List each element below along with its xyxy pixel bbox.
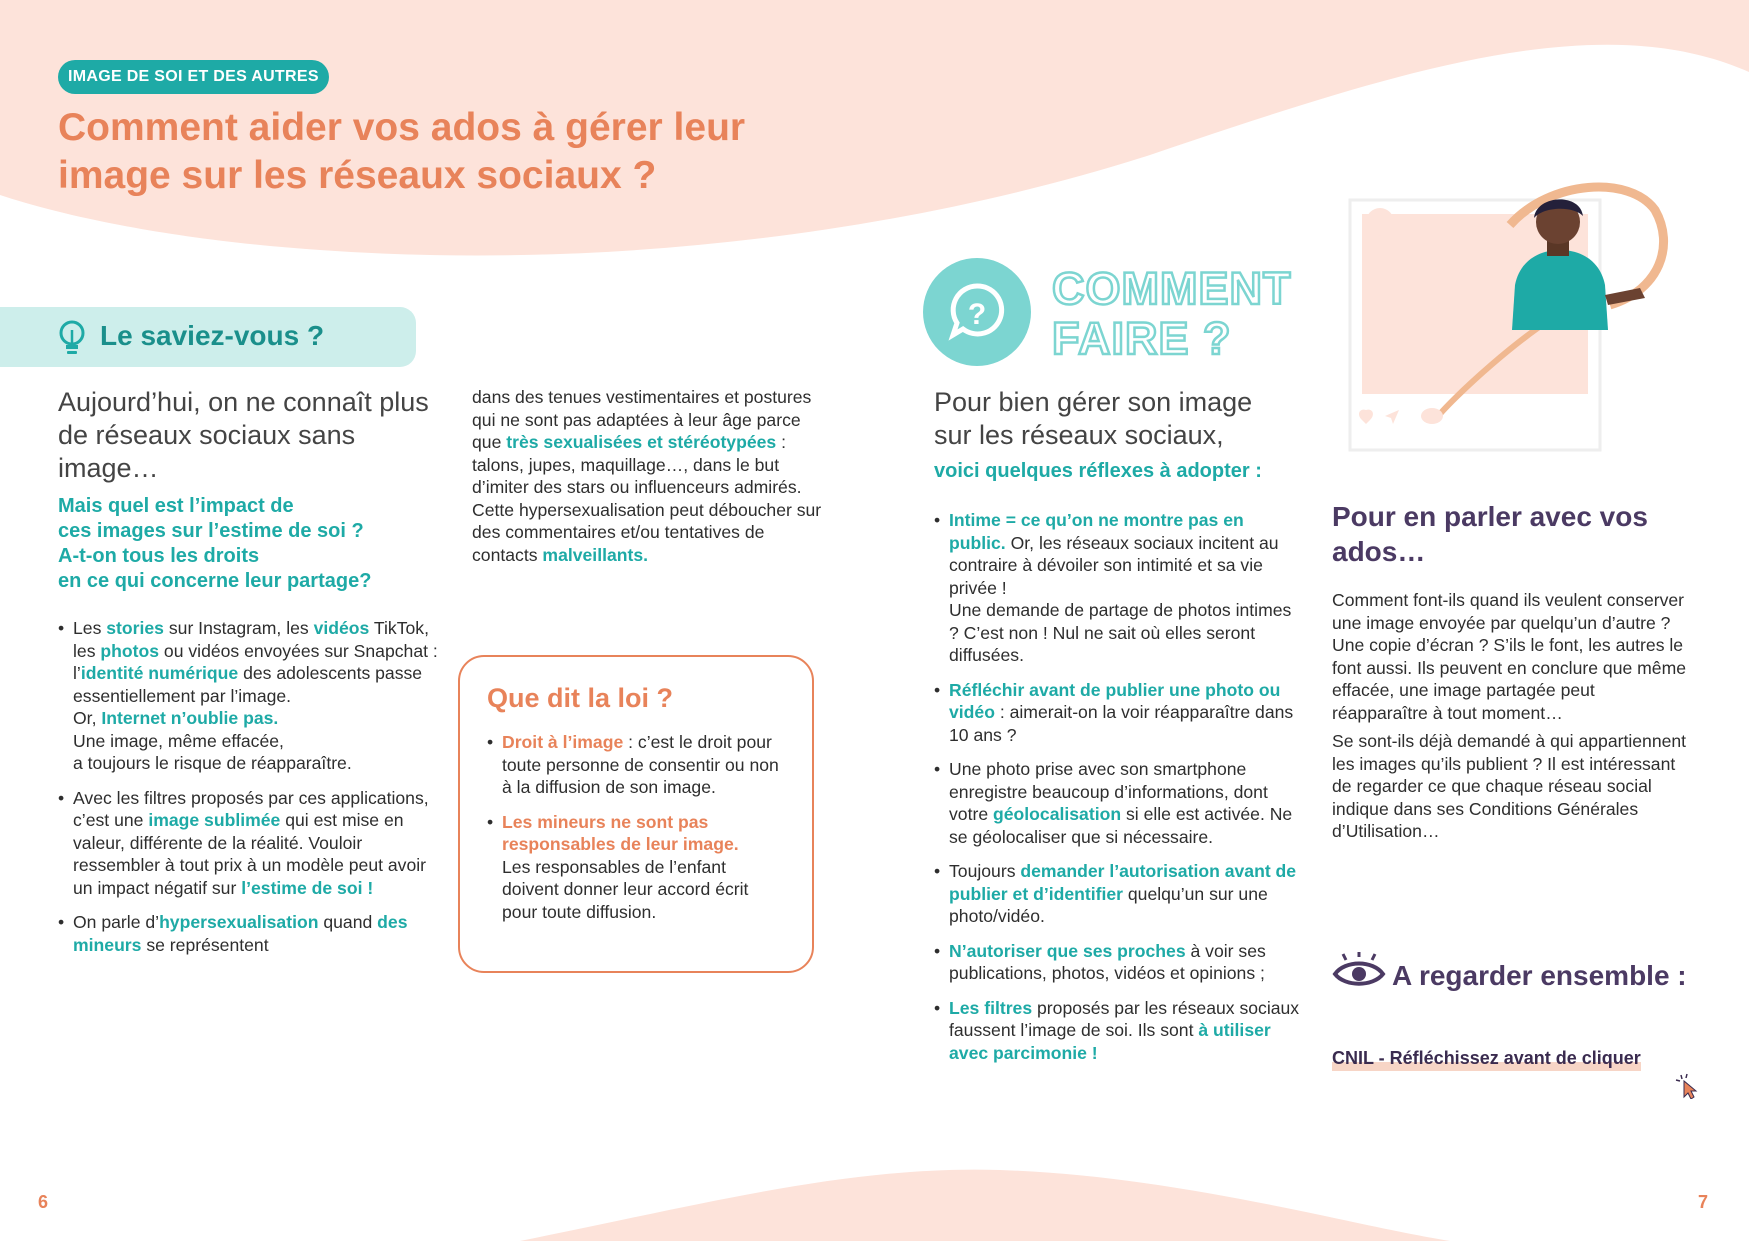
cnil-link[interactable]: CNIL - Réfléchissez avant de cliquer — [1332, 1048, 1641, 1071]
saviez-bullets — [58, 617, 438, 968]
list-item: • Les stories sur Instagram, les vidéos TikTok, les photos ou vidéos envoyées sur Snapchat : l’identité numérique des adolescents passe essentiellement par l’image. Or, Internet n’oublie pas. Une image, même effacée, a toujours le risque de réapparaître. — [58, 617, 438, 775]
regarder-title: A regarder ensemble : — [1392, 960, 1687, 991]
list-item: • Toujours demander l’autorisation avant de publier et d’identifier quelqu’un sur une photo/vidéo. — [934, 860, 1304, 928]
list-item: • Une photo prise avec son smartphone enregistre beaucoup d’informations, dont votre géolocalisation si elle est activée. Ne se géolocaliser que si nécessaire. — [934, 758, 1304, 848]
question-bubble-icon — [923, 258, 1031, 366]
parler-text: Comment font-ils quand ils veulent conserver une image envoyée par quelqu’un d’autre ? Une copie d’écran ? S’ils le font, les autres le font aussi. Ils peuvent en conclure que même effacée, une image partagée peut réapparaître à tout moment… Se sont-ils déjà demandé à qui appartiennent les images qu’ils publient ? Il est intéressant de regarder ce que chaque réseau social indique dans ses Conditions Générales d’Utilisation… — [1332, 590, 1687, 841]
saviez-title: Le saviez-vous ? — [100, 320, 325, 351]
list-item: • Intime = ce qu’on ne montre pas en public. Or, les réseaux sociaux incitent au contraire à dévoiler son intimité et sa vie privée ! Une demande de partage de photos intimes ? C’est non ! Nul ne sait où elles seront diffusées. — [934, 509, 1304, 667]
saviez-lead: Aujourd’hui, on ne connaît plus de réseaux sociaux sans image… — [58, 387, 429, 483]
svg-text:?: ? — [967, 298, 987, 331]
section-tag: IMAGE DE SOI ET DES AUTRES — [58, 60, 329, 94]
parler-title: Pour en parler avec vos ados… — [1332, 501, 1648, 567]
social-post-illustration — [1340, 180, 1680, 460]
page-title: Comment aider vos ados à gérer leur image sur les réseaux sociaux ? — [58, 106, 746, 197]
cursor-click-icon — [1675, 1073, 1701, 1099]
list-item: • On parle d’hypersexualisation quand des mineurs se représentent — [58, 911, 438, 956]
saviez-continued: dans des tenues vestimentaires et postures qui ne sont pas adaptées à leur âge parce que très sexualisées et stéréotypées : talons, jupes, maquillage…, dans le but d’imiter des stars ou influenceurs admirés. Cette hypersexualisation peut déboucher sur des commentaires et/ou tentatives de contacts malveillants. — [472, 387, 822, 565]
page-number-right: 7 — [1698, 1192, 1709, 1212]
comment-faire-title: COMMENT FAIRE ? — [1052, 263, 1292, 364]
saviez-question: Mais quel est l’impact de ces images sur l’estime de soi ? A-t-on tous les droits en ce qui concerne leur partage? — [58, 495, 372, 592]
list-item: • N’autoriser que ses proches à voir ses publications, photos, vidéos et opinions ; — [934, 940, 1304, 985]
list-item: • Les filtres proposés par les réseaux sociaux faussent l’image de soi. Ils sont à utiliser avec parcimonie ! — [934, 997, 1304, 1065]
list-item: • Avec les filtres proposés par ces applications, c’est une image sublimée qui est mise en valeur, différente de la réalité. Vouloir ressembler à tout prix à un modèle peut avoir un impact négatif sur l’estime de soi ! — [58, 787, 438, 900]
loi-title: Que dit la loi ? — [487, 683, 674, 713]
list-item: • Réfléchir avant de publier une photo ou vidéo : aimerait-on la voir réapparaître dans 10 ans ? — [934, 679, 1304, 747]
loi-bullets — [487, 731, 787, 935]
list-item: • Droit à l’image : c’est le droit pour toute personne de consentir ou non à la diffusion de son image. — [487, 731, 787, 799]
comment-bullets — [934, 509, 1304, 1076]
comment-lead: Pour bien gérer son image sur les réseaux sociaux, — [934, 387, 1253, 450]
page-number-left: 6 — [38, 1192, 49, 1212]
list-item: • Les mineurs ne sont pas responsables de leur image. Les responsables de l’enfant doivent donner leur accord écrit pour toute diffusion. — [487, 811, 787, 924]
comment-subtitle: voici quelques réflexes à adopter : — [934, 460, 1262, 482]
lightbulb-icon — [56, 318, 88, 358]
